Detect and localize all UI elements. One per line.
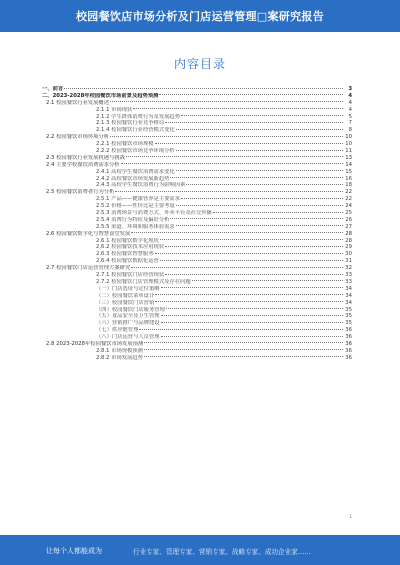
- toc-page-number: 27: [345, 223, 352, 230]
- toc-entry-text: 2.5.1 产品——健康营养是主要需求: [96, 196, 181, 203]
- toc-entry[interactable]: [42, 162, 352, 169]
- toc-entry-text: 2.6.2 校园餐饮技术应用现状: [96, 244, 165, 251]
- toc-page-number: 33: [345, 278, 352, 285]
- toc-entry[interactable]: [42, 86, 352, 93]
- toc-entry-text: 2.4.1 高校学生餐饮消费需求变化: [96, 168, 175, 175]
- toc-dot-leader: [121, 163, 343, 164]
- toc-dot-leader: [161, 287, 343, 288]
- toc-entry-text: 2.5.3 消费场景与消费方式、外卖平台及社交传播: [96, 210, 212, 217]
- toc-dot-leader: [176, 170, 343, 171]
- toc-entry[interactable]: [42, 93, 352, 100]
- toc-entry[interactable]: [42, 189, 352, 196]
- toc-dot-leader: [192, 280, 343, 281]
- toc-page-number: 34: [345, 292, 352, 299]
- toc-dot-leader: [133, 108, 343, 109]
- toc-entry-text: （八）门店运营与人员管理: [96, 334, 160, 341]
- page-footer: [0, 535, 400, 565]
- toc-entry[interactable]: [42, 203, 352, 210]
- toc-dot-leader: [144, 349, 343, 350]
- toc-dot-leader: [176, 225, 343, 226]
- toc-page-number: 11: [345, 148, 352, 155]
- toc-entry-text: 2.4 主要学校餐饮消费需求分析: [46, 161, 120, 168]
- toc-entry[interactable]: [42, 293, 352, 300]
- toc-dot-leader: [213, 212, 343, 213]
- toc-page-number: 8: [348, 127, 352, 134]
- toc-page-number: 25: [345, 210, 352, 217]
- toc-entry[interactable]: [42, 279, 352, 286]
- toc-entry[interactable]: [42, 107, 352, 114]
- toc-entry[interactable]: [42, 134, 352, 141]
- toc-dot-leader: [170, 218, 343, 219]
- toc-page-number: 16: [345, 175, 352, 182]
- toc-entry-text: 二、2023-2028年校园餐饮市场前景及趋势预测: [42, 92, 159, 99]
- toc-page-number: 22: [345, 189, 352, 196]
- toc-page-number: 35: [345, 306, 352, 313]
- toc-entry[interactable]: [42, 196, 352, 203]
- toc-page-number: 10: [345, 134, 352, 141]
- toc-entry[interactable]: [42, 155, 352, 162]
- toc-entry-text: 2.6 校园餐饮数字化与智慧食堂发展: [46, 230, 131, 237]
- toc-entry-text: 2.2.2 校园餐饮市场竞争环境分析: [96, 148, 175, 155]
- toc-entry-text: （五）食品安全及卫生管理: [96, 313, 160, 320]
- toc-page-number: 22: [345, 196, 352, 203]
- toc-entry-text: 2.2 校园餐饮市场环境分析: [46, 134, 110, 141]
- toc-page-number: 34: [345, 285, 352, 292]
- toc-entry[interactable]: [42, 238, 352, 245]
- toc-entry-text: 2.6.1 校园餐饮数字化现状: [96, 237, 159, 244]
- toc-page-number: 36: [345, 334, 352, 341]
- report-title: 校园餐饮店市场分析及门店运营管理□案研究报告: [76, 10, 324, 23]
- toc-entry-text: 2.4.3 高校学生餐饮消费行为影响因素: [96, 182, 186, 189]
- toc-entry-text: 2.2.1 校园餐饮市场规模: [96, 141, 154, 148]
- toc-entry[interactable]: [42, 127, 352, 134]
- toc-entry-text: 2.8.2 市场发展趋势: [96, 354, 143, 361]
- toc-page-number: 28: [345, 237, 352, 244]
- toc-entry-text: 2.8 2023-2028年校园餐饮市场发展预测: [46, 340, 144, 347]
- toc-entry-text: 2.7.1 校园餐饮门店经营现状: [96, 272, 165, 279]
- toc-entry[interactable]: [42, 169, 352, 176]
- footer-roles: 行业专家、管理专家、营销专家、战略专家、成功企业家……: [133, 548, 312, 556]
- toc-dot-leader: [144, 356, 343, 357]
- toc-entry[interactable]: [42, 258, 352, 265]
- toc-entry[interactable]: [42, 272, 352, 279]
- toc-entry[interactable]: [42, 148, 352, 155]
- toc-entry-text: （二）校园餐饮菜单设计: [96, 292, 155, 299]
- page-header: [0, 0, 400, 32]
- toc-entry[interactable]: [42, 244, 352, 251]
- toc-page-number: 33: [345, 272, 352, 279]
- toc-dot-leader: [110, 136, 343, 137]
- toc-page-number: 31: [345, 258, 352, 265]
- toc-page-number: 36: [345, 340, 352, 347]
- toc-entry[interactable]: [42, 100, 352, 107]
- toc-entry-text: 2.1.3 校园餐饮行业竞争格局: [96, 120, 165, 127]
- toc-entry[interactable]: [42, 355, 352, 362]
- toc-entry-text: 2.7.2 校园餐饮门店管理模式及存在问题: [96, 278, 191, 285]
- toc-dot-leader: [166, 308, 343, 309]
- toc-dot-leader: [176, 150, 343, 151]
- toc-dot-leader: [160, 260, 343, 261]
- toc-entry-text: 2.1.1 市场现状: [96, 106, 133, 113]
- toc-entry-text: 2.5.2 价格——性价比是主要考量: [96, 203, 175, 210]
- toc-entry[interactable]: [42, 210, 352, 217]
- toc-entry-text: 2.6.3 校园餐饮智慧服务: [96, 251, 154, 258]
- toc-page-number: 35: [345, 320, 352, 327]
- toc-entry-text: （三）校园餐饮门店营销: [96, 299, 155, 306]
- toc-page-number: 28: [345, 230, 352, 237]
- toc-page-number: 24: [345, 203, 352, 210]
- toc-page-number: 29: [345, 244, 352, 251]
- toc-entry[interactable]: [42, 120, 352, 127]
- toc-dot-leader: [131, 267, 343, 268]
- toc-page-number: 13: [345, 154, 352, 161]
- toc-entry-text: 2.8.1 市场规模预测: [96, 347, 143, 354]
- toc-dot-leader: [161, 336, 343, 337]
- toc-page-number: 36: [345, 354, 352, 361]
- toc-heading: 内容目录: [173, 57, 226, 71]
- table-of-contents: [42, 86, 352, 362]
- toc-entry-text: 2.1 校园餐饮行业发展概述: [46, 99, 110, 106]
- toc-page-number: 5: [348, 113, 352, 120]
- toc-entry-text: 一、前言: [42, 86, 64, 92]
- toc-entry[interactable]: [42, 320, 352, 327]
- toc-dot-leader: [165, 122, 343, 123]
- toc-dot-leader: [155, 294, 343, 295]
- toc-entry[interactable]: [42, 114, 352, 121]
- toc-entry[interactable]: [42, 341, 352, 348]
- toc-entry[interactable]: [42, 313, 352, 320]
- toc-entry[interactable]: [42, 141, 352, 148]
- toc-entry-text: 2.5.4 消费行为特征及偏好分析: [96, 216, 170, 223]
- toc-page-number: 15: [345, 168, 352, 175]
- toc-entry[interactable]: [42, 224, 352, 231]
- toc-entry[interactable]: [42, 217, 352, 224]
- toc-entry-text: 2.5.5 渠道、环境和服务体验需求: [96, 223, 175, 230]
- toc-page-number: 36: [345, 327, 352, 334]
- toc-page-number: 30: [345, 251, 352, 258]
- toc-dot-leader: [181, 198, 343, 199]
- toc-entry[interactable]: [42, 182, 352, 189]
- toc-page-number: 7: [348, 120, 352, 127]
- toc-page-number: 4: [348, 99, 352, 106]
- toc-page-number: 4: [348, 106, 352, 113]
- toc-entry[interactable]: [42, 307, 352, 314]
- toc-page-number: 26: [345, 216, 352, 223]
- toc-page-number: 10: [345, 141, 352, 148]
- page-number: 1: [349, 514, 352, 519]
- toc-dot-leader: [186, 184, 343, 185]
- toc-entry-text: 2.1.4 校园餐饮行业经营模式变化: [96, 127, 175, 134]
- toc-dot-leader: [170, 177, 343, 178]
- toc-entry[interactable]: [42, 300, 352, 307]
- toc-page-number: 4: [348, 92, 352, 99]
- toc-page-number: 14: [345, 161, 352, 168]
- toc-dot-leader: [161, 315, 343, 316]
- toc-dot-leader: [131, 232, 343, 233]
- toc-entry-text: （一）门店选址与定位策略: [96, 285, 160, 292]
- toc-entry-text: （六）营销推广与品牌建设: [96, 320, 160, 327]
- toc-entry-text: 2.7 校园餐饮门店运营管理方案研究: [46, 265, 131, 272]
- toc-entry[interactable]: [42, 286, 352, 293]
- toc-entry[interactable]: [42, 348, 352, 355]
- toc-entry[interactable]: [42, 334, 352, 341]
- toc-entry[interactable]: [42, 327, 352, 334]
- toc-dot-leader: [115, 191, 343, 192]
- toc-entry[interactable]: [42, 265, 352, 272]
- toc-entry-text: （七）供应链管理: [96, 327, 139, 334]
- toc-dot-leader: [126, 156, 343, 157]
- toc-dot-leader: [176, 129, 343, 130]
- toc-page-number: 36: [345, 347, 352, 354]
- toc-page-number: 34: [345, 299, 352, 306]
- toc-dot-leader: [155, 301, 343, 302]
- toc-entry[interactable]: [42, 251, 352, 258]
- toc-entry[interactable]: [42, 231, 352, 238]
- toc-dot-leader: [64, 88, 343, 89]
- toc-dot-leader: [139, 329, 343, 330]
- toc-dot-leader: [110, 101, 343, 102]
- toc-dot-leader: [155, 253, 343, 254]
- toc-entry-text: 2.4.2 高校餐饮市场发展新趋势: [96, 175, 170, 182]
- toc-dot-leader: [144, 342, 343, 343]
- toc-entry-text: 2.1.2 学生群体消费行为及发展趋势: [96, 113, 181, 120]
- toc-dot-leader: [155, 143, 343, 144]
- footer-slogan: 让每个人都能成为: [46, 547, 102, 555]
- toc-page-number: 3: [348, 86, 352, 92]
- toc-dot-leader: [176, 205, 343, 206]
- toc-page-number: 35: [345, 313, 352, 320]
- toc-entry-text: 2.3 校园餐饮行业发展机遇与挑战: [46, 154, 125, 161]
- toc-entry[interactable]: [42, 176, 352, 183]
- toc-dot-leader: [165, 246, 343, 247]
- toc-entry-text: 2.5 校园餐饮消费者行为分析: [46, 189, 115, 196]
- toc-page-number: 18: [345, 182, 352, 189]
- toc-page-number: 32: [345, 265, 352, 272]
- toc-dot-leader: [165, 274, 343, 275]
- toc-entry-text: 2.6.4 校园餐饮数据化运营: [96, 258, 159, 265]
- toc-dot-leader: [161, 322, 343, 323]
- toc-dot-leader: [160, 239, 343, 240]
- toc-dot-leader: [159, 94, 343, 95]
- toc-dot-leader: [181, 115, 343, 116]
- toc-entry-text: （四）校园餐饮门店服务管理: [96, 306, 165, 313]
